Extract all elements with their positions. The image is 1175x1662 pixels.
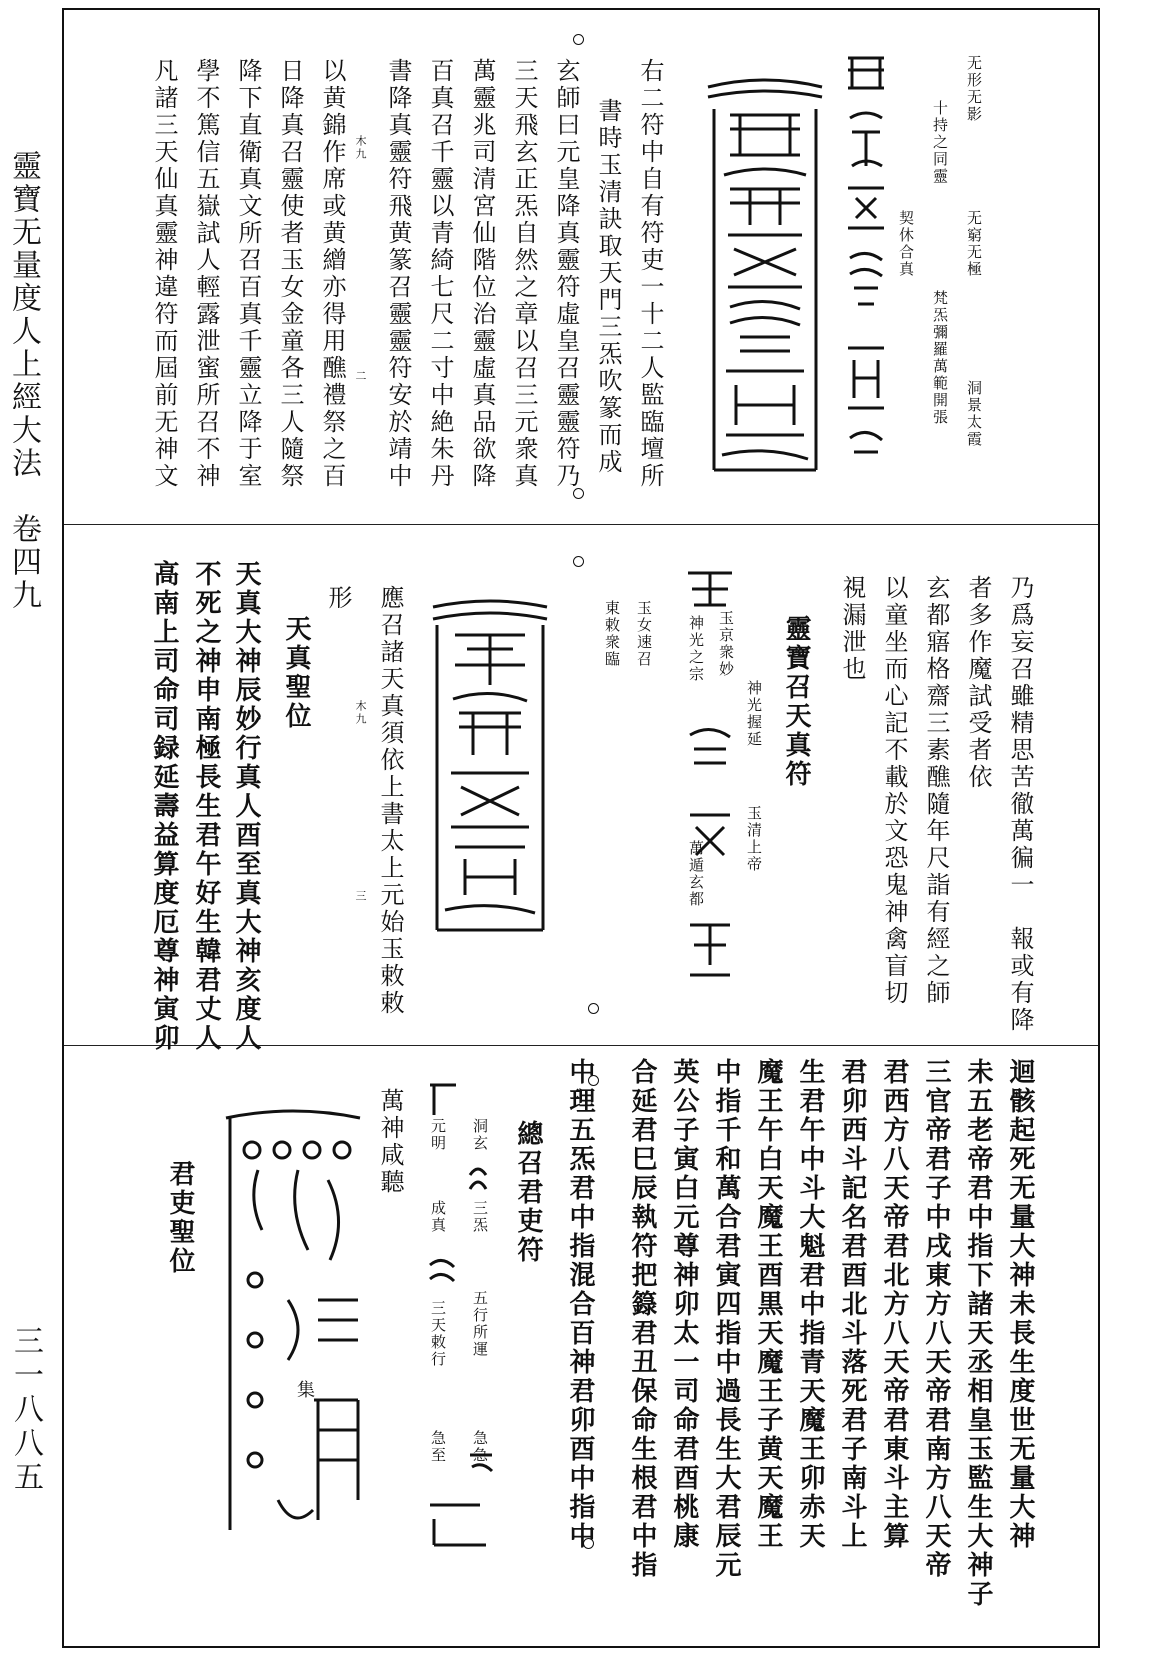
text-column: 三官帝君子中戌東方八天帝君南方八天帝 xyxy=(921,1058,951,1580)
talisman-annotation: 洞景太霞 xyxy=(965,380,983,448)
talisman-annotation: 契休合真 xyxy=(897,210,915,278)
talisman-annotation: 萬遁玄都 xyxy=(687,840,705,908)
text-column: 者多作魔試受者依 xyxy=(964,575,992,791)
talisman-annotation: 急至 xyxy=(429,1430,447,1464)
large-talisman xyxy=(700,75,830,480)
talisman-annotation: 成真 xyxy=(429,1200,447,1234)
text-column: 天真大神辰妙行真人酉至真大神亥度人 xyxy=(231,560,261,1053)
talisman-annotation: 五行所運 xyxy=(471,1290,489,1358)
text-column: 魔王午白天魔王酉黒天魔王子黄天魔王 xyxy=(753,1058,783,1551)
margin-note: 二 xyxy=(354,370,367,383)
text-column: 未五老帝君中指下諸天丞相皇玉監生大神子 xyxy=(963,1058,993,1609)
text-column: 三天飛玄正炁自然之章以召三元衆真 xyxy=(510,58,538,490)
talisman-title: 靈寶召天真符 xyxy=(781,615,811,789)
text-column: 高南上司命司録延壽益算度厄尊神寅卯 xyxy=(149,560,179,1053)
talisman-annotation: 玉女速召 xyxy=(635,600,653,668)
large-talisman xyxy=(218,1100,368,1540)
talisman-annotation: 无窮无極 xyxy=(965,210,983,278)
talisman-annotation: 神光握延 xyxy=(745,680,763,748)
talisman-glyph-column xyxy=(420,1075,500,1555)
text-column: 形 xyxy=(324,585,352,612)
book-title: 靈寶无量度人上經大法 卷四九 xyxy=(6,150,41,612)
large-talisman xyxy=(425,595,555,940)
text-column: 英公子寅白元尊神卯太一司命君酉桃康 xyxy=(669,1058,699,1551)
text-column: 萬神咸聽 xyxy=(376,1088,404,1196)
text-column: 中指千和萬合君寅四指中過長生大君辰元 xyxy=(711,1058,741,1580)
text-column: 不死之神申南極長生君午好生韓君丈人 xyxy=(191,560,221,1053)
margin-note: 木九 xyxy=(354,700,367,726)
margin-note: 三 xyxy=(354,890,367,903)
text-column: 君西方八天帝君北方八天帝君東斗主算 xyxy=(879,1058,909,1551)
talisman-annotation: 神光之宗 xyxy=(687,615,705,683)
section-heading: 君吏聖位 xyxy=(165,1160,195,1276)
text-column: 君卯西斗記名君酉北斗落死君子南斗上 xyxy=(837,1058,867,1551)
page-number: 三一八八五 xyxy=(8,1325,43,1495)
text-column: 以黄錦作席或黄繒亦得用醮禮祭之百 xyxy=(318,58,346,490)
section-heading: 天真聖位 xyxy=(281,615,311,731)
talisman-glyph-column xyxy=(842,48,890,468)
talisman-annotation: 梵炁彌羅萬範開張 xyxy=(931,290,949,426)
talisman-annotation: 東敕衆臨 xyxy=(603,600,621,668)
talisman-annotation: 十持之同靈 xyxy=(931,100,949,185)
text-column: 右二符中自有符吏一十二人監臨壇所 xyxy=(636,58,664,490)
text-column: 降下直衛真文所召百真千靈立降于室 xyxy=(234,58,262,490)
text-column: 百真召千靈以青綺七尺二寸中絶朱丹 xyxy=(426,58,454,490)
text-column: 合延君巳辰執符把籙君丑保命生根君中指 xyxy=(627,1058,657,1580)
text-column: 迴骸起死无量大神未長生度世无量大神 xyxy=(1005,1058,1035,1551)
talisman-annotation: 三天敕行 xyxy=(429,1300,447,1368)
text-column: 玄都寤格齋三素醮隨年尺詣有經之師 xyxy=(922,575,950,1007)
talisman-annotation: 元明 xyxy=(429,1118,447,1152)
talisman-glyph-column xyxy=(680,565,740,995)
talisman-annotation: 玉清上帝 xyxy=(745,805,763,873)
talisman-annotation: 三炁 xyxy=(471,1200,489,1234)
talisman-annotation: 玉京衆妙 xyxy=(717,610,735,678)
text-column: 日降真召靈使者玉女金童各三人隨祭 xyxy=(276,58,304,490)
text-column: 書時玉清訣取天門三炁吹篆而成 xyxy=(594,98,622,476)
text-column: 生君午中斗大魁君中指青天魔王卯赤天 xyxy=(795,1058,825,1551)
talisman-annotation: 洞玄 xyxy=(471,1118,489,1152)
talisman-title: 總召君吏符 xyxy=(513,1120,543,1265)
text-column: 玄師曰元皇降真靈符虛皇召靈靈符乃 xyxy=(552,58,580,490)
text-column: 以童坐而心記不載於文恐鬼神禽盲切 xyxy=(880,575,908,1007)
text-column: 中理五炁君中指混合百神君卯酉中指中 xyxy=(565,1058,595,1551)
margin-note: 木九 xyxy=(354,135,367,161)
text-column: 學不篤信五嶽試人輕露泄蜜所召不神 xyxy=(192,58,220,490)
text-column: 視漏泄也 xyxy=(838,575,866,683)
text-column: 凡諸三天仙真靈神違符而屆前无神文 xyxy=(150,58,178,490)
text-column: 書降真靈符飛黄篆召靈靈符安於靖中 xyxy=(384,58,412,490)
text-column: 應召諸天真須依上書太上元始玉敕敕 xyxy=(376,585,404,1017)
talisman-annotation: 急急 xyxy=(471,1430,489,1464)
talisman-annotation: 无形无影 xyxy=(965,55,983,123)
section-marker-circle xyxy=(588,1003,599,1014)
talisman-char: 集 xyxy=(294,1380,315,1400)
section-marker-circle xyxy=(573,556,584,567)
text-column: 乃爲妄召雖精思苦徹萬徧一 報或有降 xyxy=(1006,575,1034,1034)
text-column: 萬靈兆司清宮仙階位治靈虛真品欲降 xyxy=(468,58,496,490)
section-divider-1 xyxy=(64,524,1098,525)
section-marker-circle xyxy=(573,34,584,45)
